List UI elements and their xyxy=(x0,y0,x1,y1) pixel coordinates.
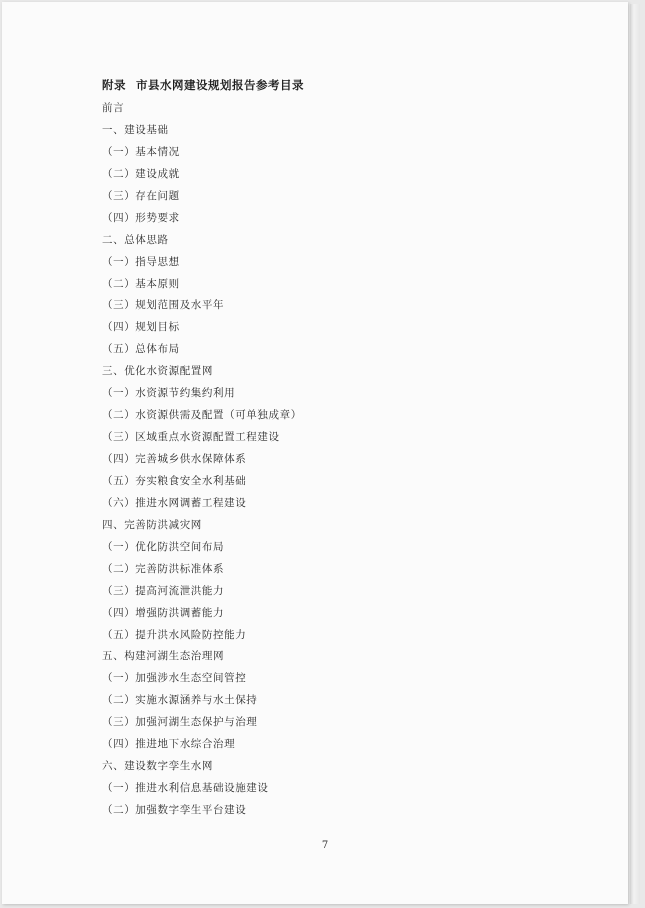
toc-section: （五）提升洪水风险防控能力 xyxy=(102,628,247,641)
toc-section: （三）存在问题 xyxy=(102,189,180,202)
toc-chapter: 一、建设基础 xyxy=(102,123,169,136)
toc-section: （二）建设成就 xyxy=(102,167,180,180)
toc-section: （一）加强涉水生态空间管控 xyxy=(102,672,247,685)
toc-section: （三）区域重点水资源配置工程建设 xyxy=(102,431,280,444)
toc-section: （五）总体布局 xyxy=(102,343,180,356)
page-edge-shadow xyxy=(630,4,640,904)
toc-section: （一）优化防洪空间布局 xyxy=(102,540,225,553)
toc-chapter: 前言 xyxy=(102,102,125,114)
toc-section: （三）提高河流泄洪能力 xyxy=(102,584,225,597)
toc-section: （二）完善防洪标准体系 xyxy=(102,562,225,575)
toc-chapter: 三、优化水资源配置网 xyxy=(102,365,213,378)
toc-section: （四）增强防洪调蓄能力 xyxy=(102,606,225,619)
toc-section: （五）夯实粮食安全水利基础 xyxy=(102,474,247,487)
page-number: 7 xyxy=(321,840,329,851)
toc-section: （一）基本情况 xyxy=(102,145,180,158)
document-page xyxy=(2,2,628,904)
toc-section: （四）推进地下水综合治理 xyxy=(102,738,236,751)
toc-section: （一）指导思想 xyxy=(102,255,180,268)
toc-section: （一）推进水利信息基础设施建设 xyxy=(102,782,269,795)
table-of-contents xyxy=(2,98,628,822)
toc-section: （三）规划范围及水平年 xyxy=(102,299,225,312)
toc-section: （二）基本原则 xyxy=(102,277,180,290)
toc-section: （一）水资源节约集约利用 xyxy=(102,387,236,400)
toc-section: （三）加强河湖生态保护与治理 xyxy=(102,716,258,729)
appendix-label: 附录 xyxy=(102,78,126,92)
toc-section: （二）水资源供需及配置（可单独成章） xyxy=(102,409,302,422)
toc-chapter: 二、总体思路 xyxy=(102,233,169,246)
toc-chapter: 六、建设数字孪生水网 xyxy=(102,760,213,773)
appendix-title xyxy=(102,77,304,93)
toc-section: （二）实施水源涵养与水土保持 xyxy=(102,694,258,707)
toc-section: （二）加强数字孪生平台建设 xyxy=(102,804,247,816)
toc-section: （四）完善城乡供水保障体系 xyxy=(102,453,247,465)
toc-section: （四）规划目标 xyxy=(102,321,180,334)
toc-chapter: 五、构建河湖生态治理网 xyxy=(102,650,225,663)
toc-section: （六）推进水网调蓄工程建设 xyxy=(102,496,247,509)
toc-chapter: 四、完善防洪减灾网 xyxy=(102,518,202,531)
toc-section: （四）形势要求 xyxy=(102,211,180,224)
appendix-title-text: 市县水网建设规划报告参考目录 xyxy=(136,78,304,92)
